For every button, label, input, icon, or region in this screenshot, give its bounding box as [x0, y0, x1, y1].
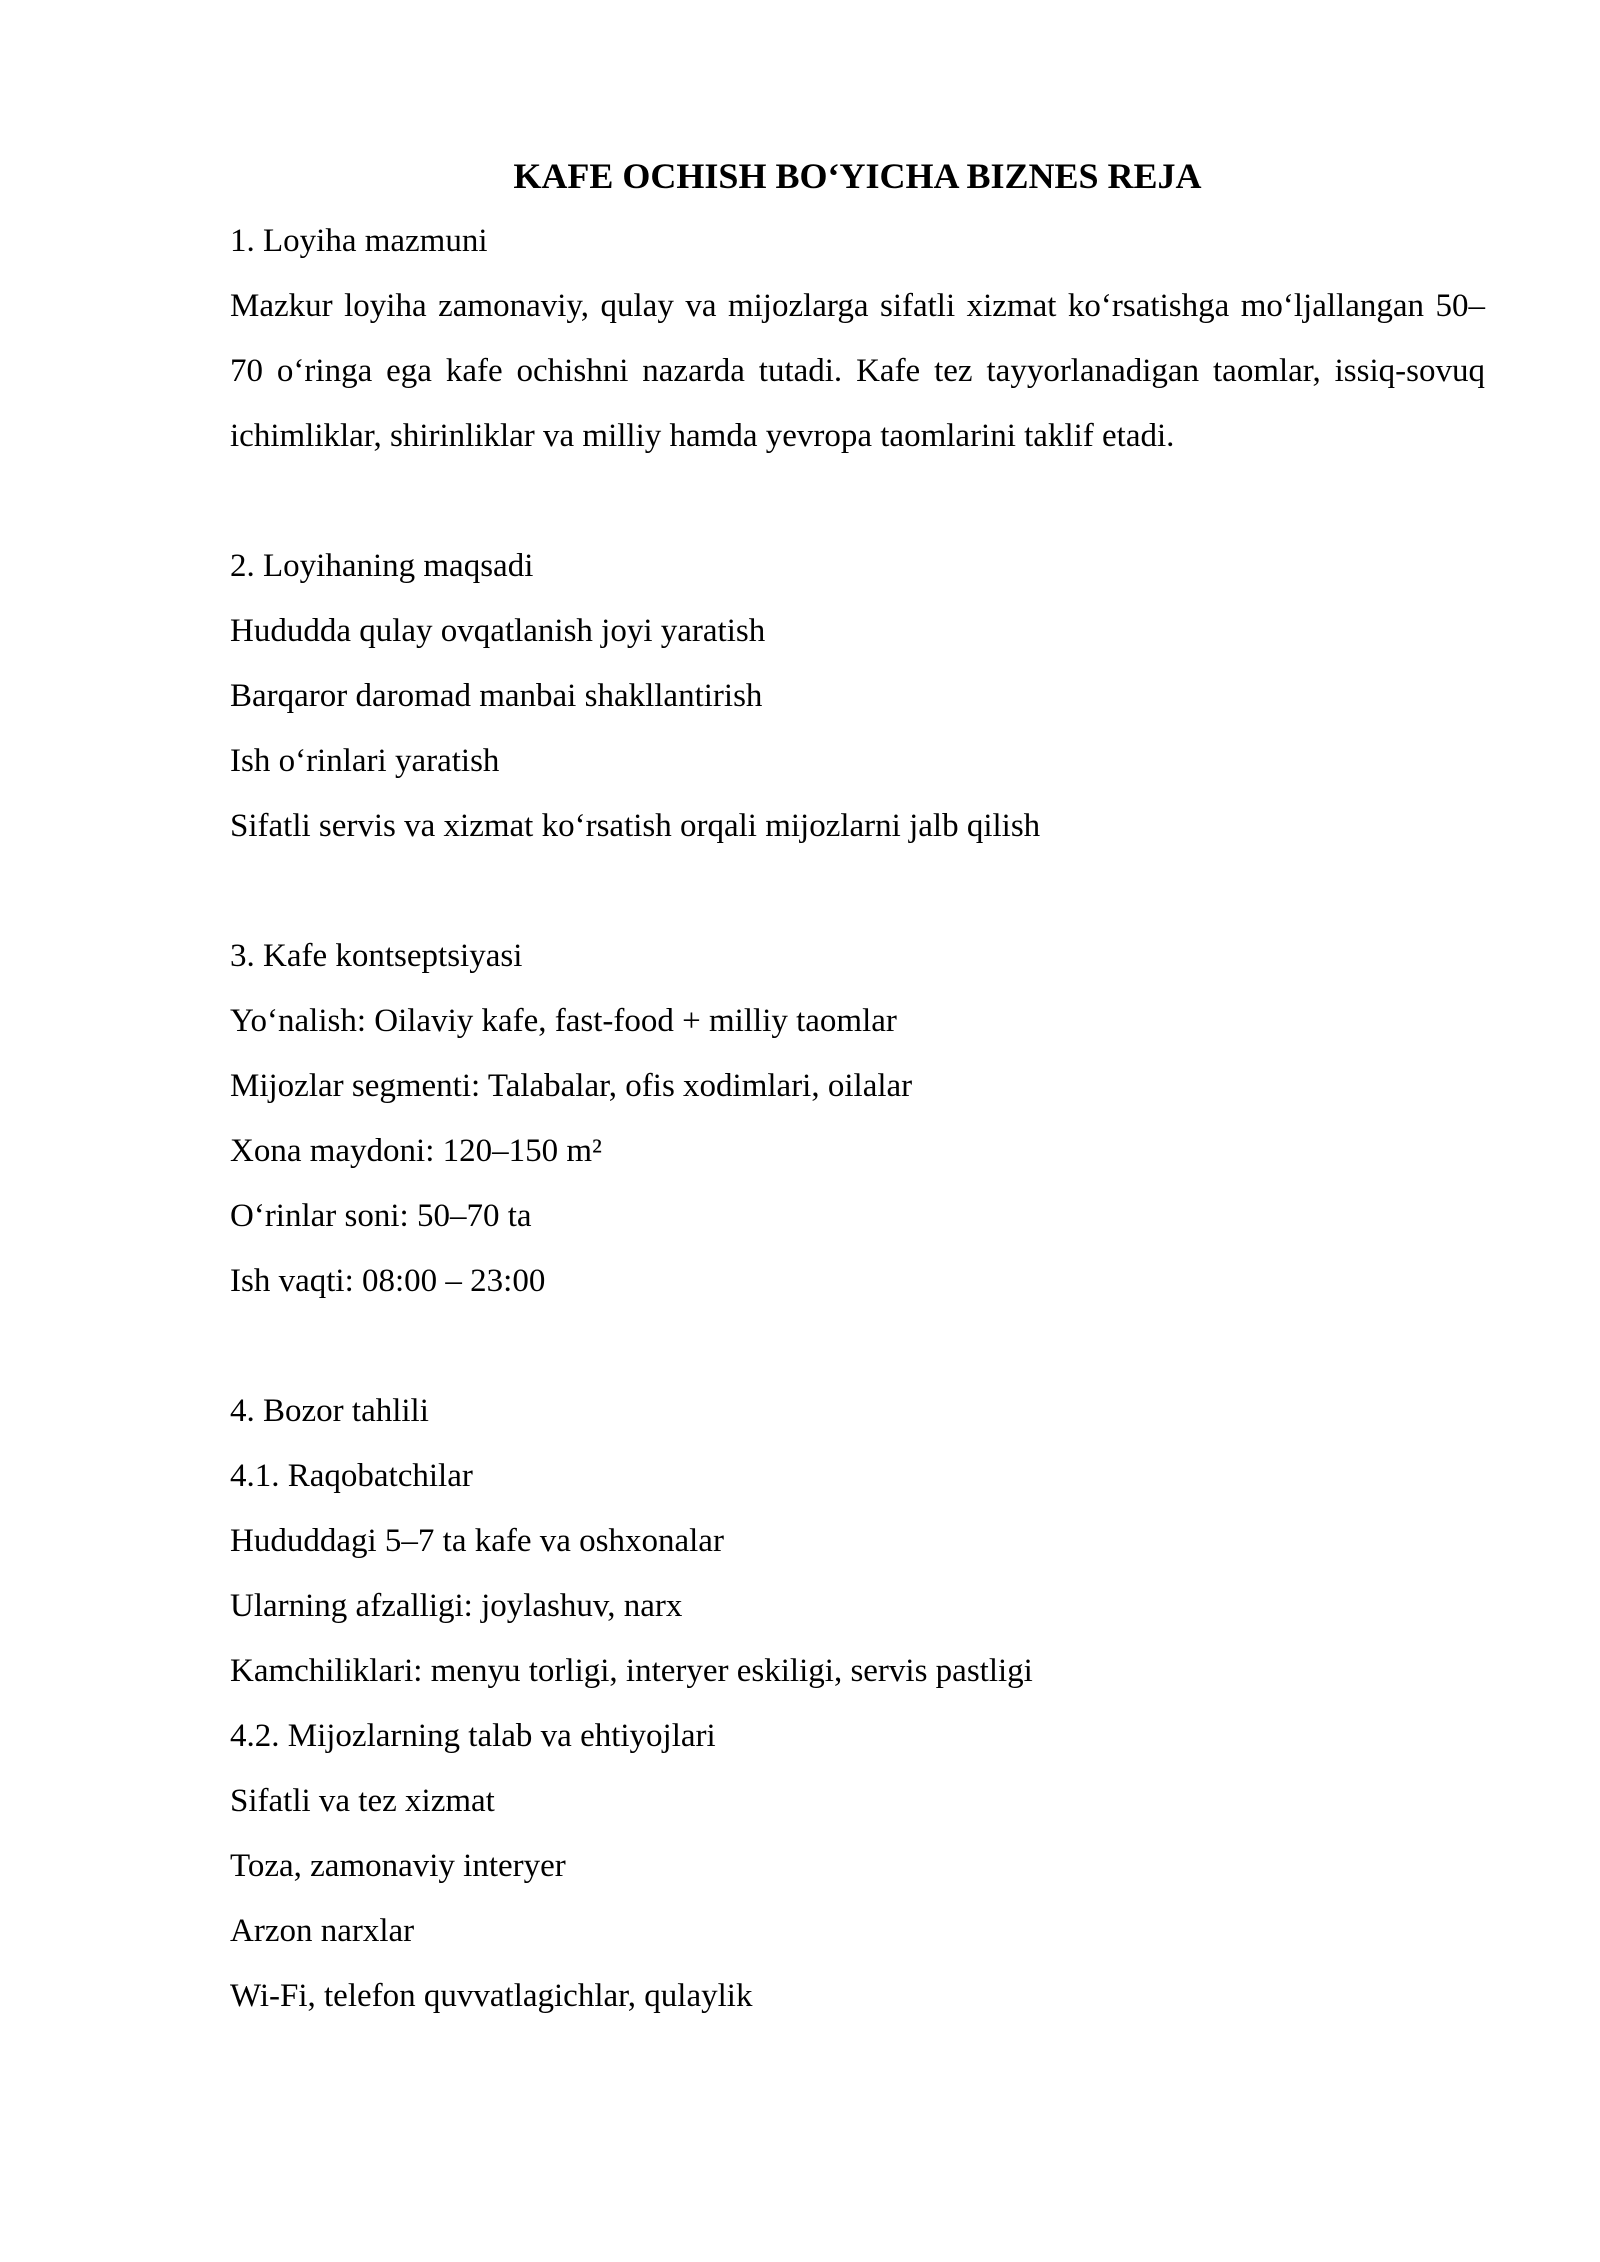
- blank-line: [230, 859, 1485, 924]
- section-3-item: Yo‘nalish: Oilaviy kafe, fast-food + milliy taomlar: [230, 1003, 897, 1039]
- blank-line: [230, 469, 1485, 534]
- section-2-item: Hududda qulay ovqatlanish joyi yaratish: [230, 613, 766, 649]
- section-4-2-item: Wi-Fi, telefon quvvatlagichlar, qulaylik: [230, 1978, 753, 2014]
- section-4-1-item: Hududdagi 5–7 ta kafe va oshxonalar: [230, 1523, 724, 1559]
- section-3-item: Xona maydoni: 120–150 m²: [230, 1133, 602, 1169]
- section-4-1-item: Ularning afzalligi: joylashuv, narx: [230, 1588, 683, 1624]
- blank-line: [230, 1314, 1485, 1379]
- section-3-heading: 3. Kafe kontseptsiyasi: [230, 938, 523, 974]
- section-4-1-item: Kamchiliklari: menyu torligi, interyer eskiligi, servis pastligi: [230, 1653, 1033, 1689]
- section-3-item: Mijozlar segmenti: Talabalar, ofis xodimlari, oilalar: [230, 1068, 913, 1104]
- section-3-item: O‘rinlar soni: 50–70 ta: [230, 1198, 532, 1234]
- section-2-heading: 2. Loyihaning maqsadi: [230, 548, 534, 584]
- document-content: [230, 144, 1485, 2029]
- section-4-2-heading: 4.2. Mijozlarning talab va ehtiyojlari: [230, 1718, 716, 1754]
- section-4-2-item: Arzon narxlar: [230, 1913, 415, 1949]
- section-4-2-item: Sifatli va tez xizmat: [230, 1783, 495, 1819]
- document-title: KAFE OCHISH BO‘YICHA BIZNES REJA: [513, 156, 1202, 196]
- section-2-item: Ish o‘rinlari yaratish: [230, 743, 500, 779]
- section-4-1-heading: 4.1. Raqobatchilar: [230, 1458, 473, 1494]
- section-3-item: Ish vaqti: 08:00 – 23:00: [230, 1263, 546, 1299]
- section-4-heading: 4. Bozor tahlili: [230, 1393, 429, 1429]
- section-2-item: Barqaror daromad manbai shakllantirish: [230, 678, 763, 714]
- section-1-heading: 1. Loyiha mazmuni: [230, 223, 488, 259]
- section-4-2-item: Toza, zamonaviy interyer: [230, 1848, 566, 1884]
- section-2-item: Sifatli servis va xizmat ko‘rsatish orqali mijozlarni jalb qilish: [230, 808, 1041, 844]
- section-1-paragraph: Mazkur loyiha zamonaviy, qulay va mijozlarga sifatli xizmat ko‘rsatishga mo‘ljallangan 50–70 o‘ringa ega kafe ochishni nazarda tutadi. Kafe tez tayyorlanadigan taomlar, issiq-sovuq ichimliklar, shirinliklar va milliy hamda yevropa taomlarini taklif etadi.: [230, 288, 1485, 454]
